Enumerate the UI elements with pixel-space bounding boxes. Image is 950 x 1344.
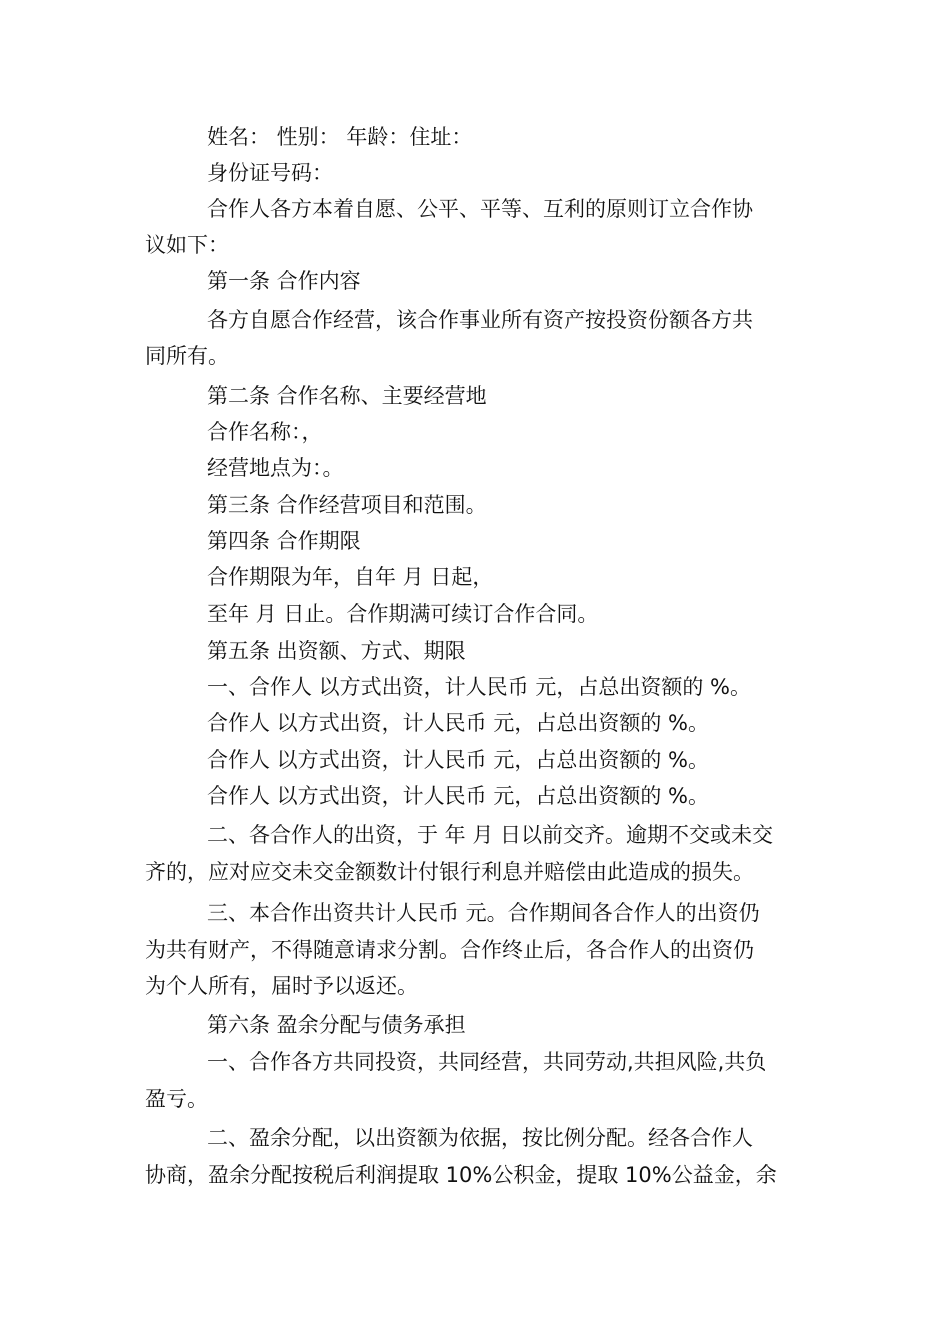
text-line: [0, 1120, 950, 1156]
paragraph-text: 姓名： 性别： 年龄：住址：: [207, 125, 473, 149]
text-line: [0, 487, 950, 523]
paragraph-text: 为共有财产，不得随意请求分割。合作终止后，各合作人的出资仍: [145, 938, 754, 962]
paragraph-text: 至年 月 日止。合作期满可续订合作合同。: [207, 602, 599, 626]
text-line: [0, 596, 950, 632]
paragraph-text: 合作人各方本着自愿、公平、平等、互利的原则订立合作协: [207, 197, 753, 221]
text-line: [0, 932, 950, 968]
paragraph-text: 二、各合作人的出资，于 年 月 日以前交齐。逾期不交或未交: [207, 823, 774, 847]
text-line: [0, 1081, 950, 1117]
paragraph-text: 三、本合作出资共计人民币 元。合作期间各合作人的出资仍: [207, 901, 760, 925]
text-line: [0, 669, 950, 705]
paragraph-text: 为个人所有，届时予以返还。: [145, 974, 418, 998]
paragraph-text: 身份证号码：: [207, 161, 333, 185]
text-line: [0, 1044, 950, 1080]
text-line: [0, 155, 950, 191]
paragraph-text: 合作人 以方式出资，计人民币 元，占总出资额的 %。: [207, 784, 709, 808]
paragraph-text: 合作名称：，: [207, 420, 323, 444]
paragraph-text: 一、合作人 以方式出资，计人民币 元，占总出资额的 %。: [207, 675, 751, 699]
paragraph-text: 协商，盈余分配按税后利润提取 10%公积金，提取 10%公益金，余: [145, 1163, 777, 1187]
text-line: [0, 302, 950, 338]
text-line: [0, 895, 950, 931]
text-line: [0, 119, 950, 155]
text-line: [0, 523, 950, 559]
text-line: [0, 263, 950, 299]
text-line: [0, 559, 950, 595]
paragraph-text: 一、合作各方共同投资，共同经营，共同劳动,共担风险,共负: [207, 1050, 767, 1074]
text-line: [0, 450, 950, 486]
text-line: [0, 338, 950, 374]
paragraph-text: 第六条 盈余分配与债务承担: [207, 1013, 466, 1037]
text-line: [0, 778, 950, 814]
paragraph-text: 第二条 合作名称、主要经营地: [207, 384, 487, 408]
paragraph-text: 经营地点为：。: [207, 456, 344, 480]
text-line: [0, 378, 950, 414]
paragraph-text: 第一条 合作内容: [207, 269, 361, 293]
paragraph-text: 合作期限为年，自年 月 日起，: [207, 565, 494, 589]
text-line: [0, 742, 950, 778]
paragraph-text: 第五条 出资额、方式、期限: [207, 639, 466, 663]
paragraph-text: 第三条 合作经营项目和范围。: [207, 493, 487, 517]
text-line: [0, 854, 950, 890]
paragraph-text: 合作人 以方式出资，计人民币 元，占总出资额的 %。: [207, 748, 709, 772]
text-line: [0, 817, 950, 853]
paragraph-text: 合作人 以方式出资，计人民币 元，占总出资额的 %。: [207, 711, 709, 735]
text-line: [0, 414, 950, 450]
paragraph-text: 齐的，应对应交未交金额数计付银行利息并赔偿由此造成的损失。: [145, 860, 754, 884]
text-line: [0, 633, 950, 669]
text-line: [0, 227, 950, 263]
text-line: [0, 191, 950, 227]
paragraph-text: 第四条 合作期限: [207, 529, 361, 553]
paragraph-text: 各方自愿合作经营，该合作事业所有资产按投资份额各方共: [207, 308, 753, 332]
paragraph-text: 议如下：: [145, 233, 229, 257]
paragraph-text: 盈亏。: [145, 1087, 208, 1111]
text-line: [0, 1157, 950, 1193]
paragraph-text: 二、盈余分配，以出资额为依据，按比例分配。经各合作人: [207, 1126, 753, 1150]
text-line: [0, 968, 950, 1004]
paragraph-text: 同所有。: [145, 344, 229, 368]
text-line: [0, 705, 950, 741]
text-line: [0, 1007, 950, 1043]
